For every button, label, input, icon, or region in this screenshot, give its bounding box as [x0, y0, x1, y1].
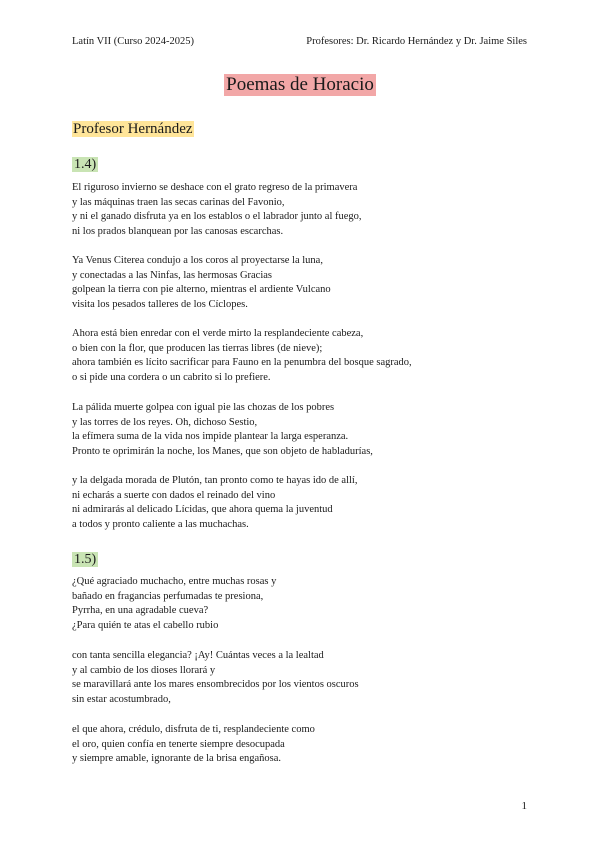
verse-line: con tanta sencilla elegancia? ¡Ay! Cuántas veces a la lealtad [72, 650, 324, 661]
stanza [72, 254, 331, 312]
verse-line: y las torres de los reyes. Oh, dichoso Sestio, [72, 416, 258, 428]
verse-line: ni admirarás al delicado Lícidas, que ahora quema la juventud [72, 504, 333, 516]
stanza [72, 575, 276, 633]
stanza [72, 327, 412, 385]
stanza [72, 474, 357, 532]
verse-line: golpean la tierra con pie alterno, mientras el ardiente Vulcano [72, 284, 331, 296]
stanza [72, 723, 315, 767]
verse-line: Ahora está bien enredar con el verde mirto la resplandeciente cabeza, [72, 328, 364, 339]
course-label: Latín VII (Curso 2024-2025) [72, 36, 194, 47]
verse-line: Ya Venus Citerea condujo a los coros al proyectarse la luna, [72, 255, 323, 266]
verse-line: Pyrrha, en una agradable cueva? [72, 605, 209, 617]
verse-line: visita los pesados talleres de los Cíclopes. [72, 298, 248, 310]
poem-heading [72, 156, 98, 173]
section-heading [72, 120, 194, 138]
verse-line: y al cambio de los dioses llorará y [72, 664, 216, 676]
verse-line: se maravillará ante los mares ensombrecidos por los vientos oscuros [72, 679, 359, 691]
page-header [72, 36, 527, 47]
verse-line: el que ahora, crédulo, disfruta de ti, resplandeciente como [72, 724, 315, 735]
document-title: Poemas de Horacio [226, 74, 374, 95]
poem-number: 1.4) [74, 157, 97, 172]
verse-line: y ni el ganado disfruta ya en los establos o el labrador junto al fuego, [72, 211, 362, 223]
stanza [72, 181, 362, 239]
verse-line: Pronto te oprimirán la noche, los Manes, que son objeto de habladurías, [72, 445, 373, 457]
professors-label: Profesores: Dr. Ricardo Hernández y Dr. Jaime Siles [306, 36, 527, 47]
verse-line: ¿Qué agraciado muchacho, entre muchas rosas y [72, 576, 277, 587]
verse-line: bañado en fragancias perfumadas te presiona, [72, 590, 264, 602]
poem-heading [72, 551, 98, 568]
verse-line: o si pide una cordera o un cabrito si lo prefiere. [72, 371, 271, 383]
stanza [72, 649, 359, 707]
verse-line: y las máquinas traen las secas carinas del Favonio, [72, 196, 285, 208]
verse-line: sin estar acostumbrado, [72, 693, 171, 705]
verse-line: ni echarás a suerte con dados el reinado del vino [72, 489, 276, 501]
page-number: 1 [521, 800, 527, 812]
verse-line: El riguroso invierno se deshace con el grato regreso de la primavera [72, 182, 358, 193]
verse-line: y la delgada morada de Plutón, tan pronto como te hayas ido de allí, [72, 475, 358, 486]
section-title: Profesor Hernández [73, 121, 193, 137]
stanza [72, 401, 373, 459]
verse-line: y siempre amable, ignorante de la brisa engañosa. [72, 753, 282, 765]
verse-line: la efímera suma de la vida nos impide plantear la larga esperanza. [72, 431, 349, 443]
verse-line: La pálida muerte golpea con igual pie las chozas de los pobres [72, 402, 335, 413]
verse-line: y conectadas a las Ninfas, las hermosas Gracias [72, 269, 273, 281]
verse-line: a todos y pronto caliente a las muchachas. [72, 518, 249, 530]
title-wrapper [0, 74, 600, 96]
verse-line: ni los prados blanquean por las canosas escarchas. [72, 225, 284, 237]
poem-number: 1.5) [74, 552, 97, 567]
verse-line: el oro, quien confía en tenerte siempre desocupada [72, 738, 285, 750]
verse-line: ¿Para quién te atas el cabello rubio [72, 619, 219, 631]
verse-line: o bien con la flor, que producen las tierras libres (de nieve); [72, 342, 323, 354]
verse-line: ahora también es lícito sacrificar para Fauno en la penumbra del bosque sagrado, [72, 357, 412, 369]
